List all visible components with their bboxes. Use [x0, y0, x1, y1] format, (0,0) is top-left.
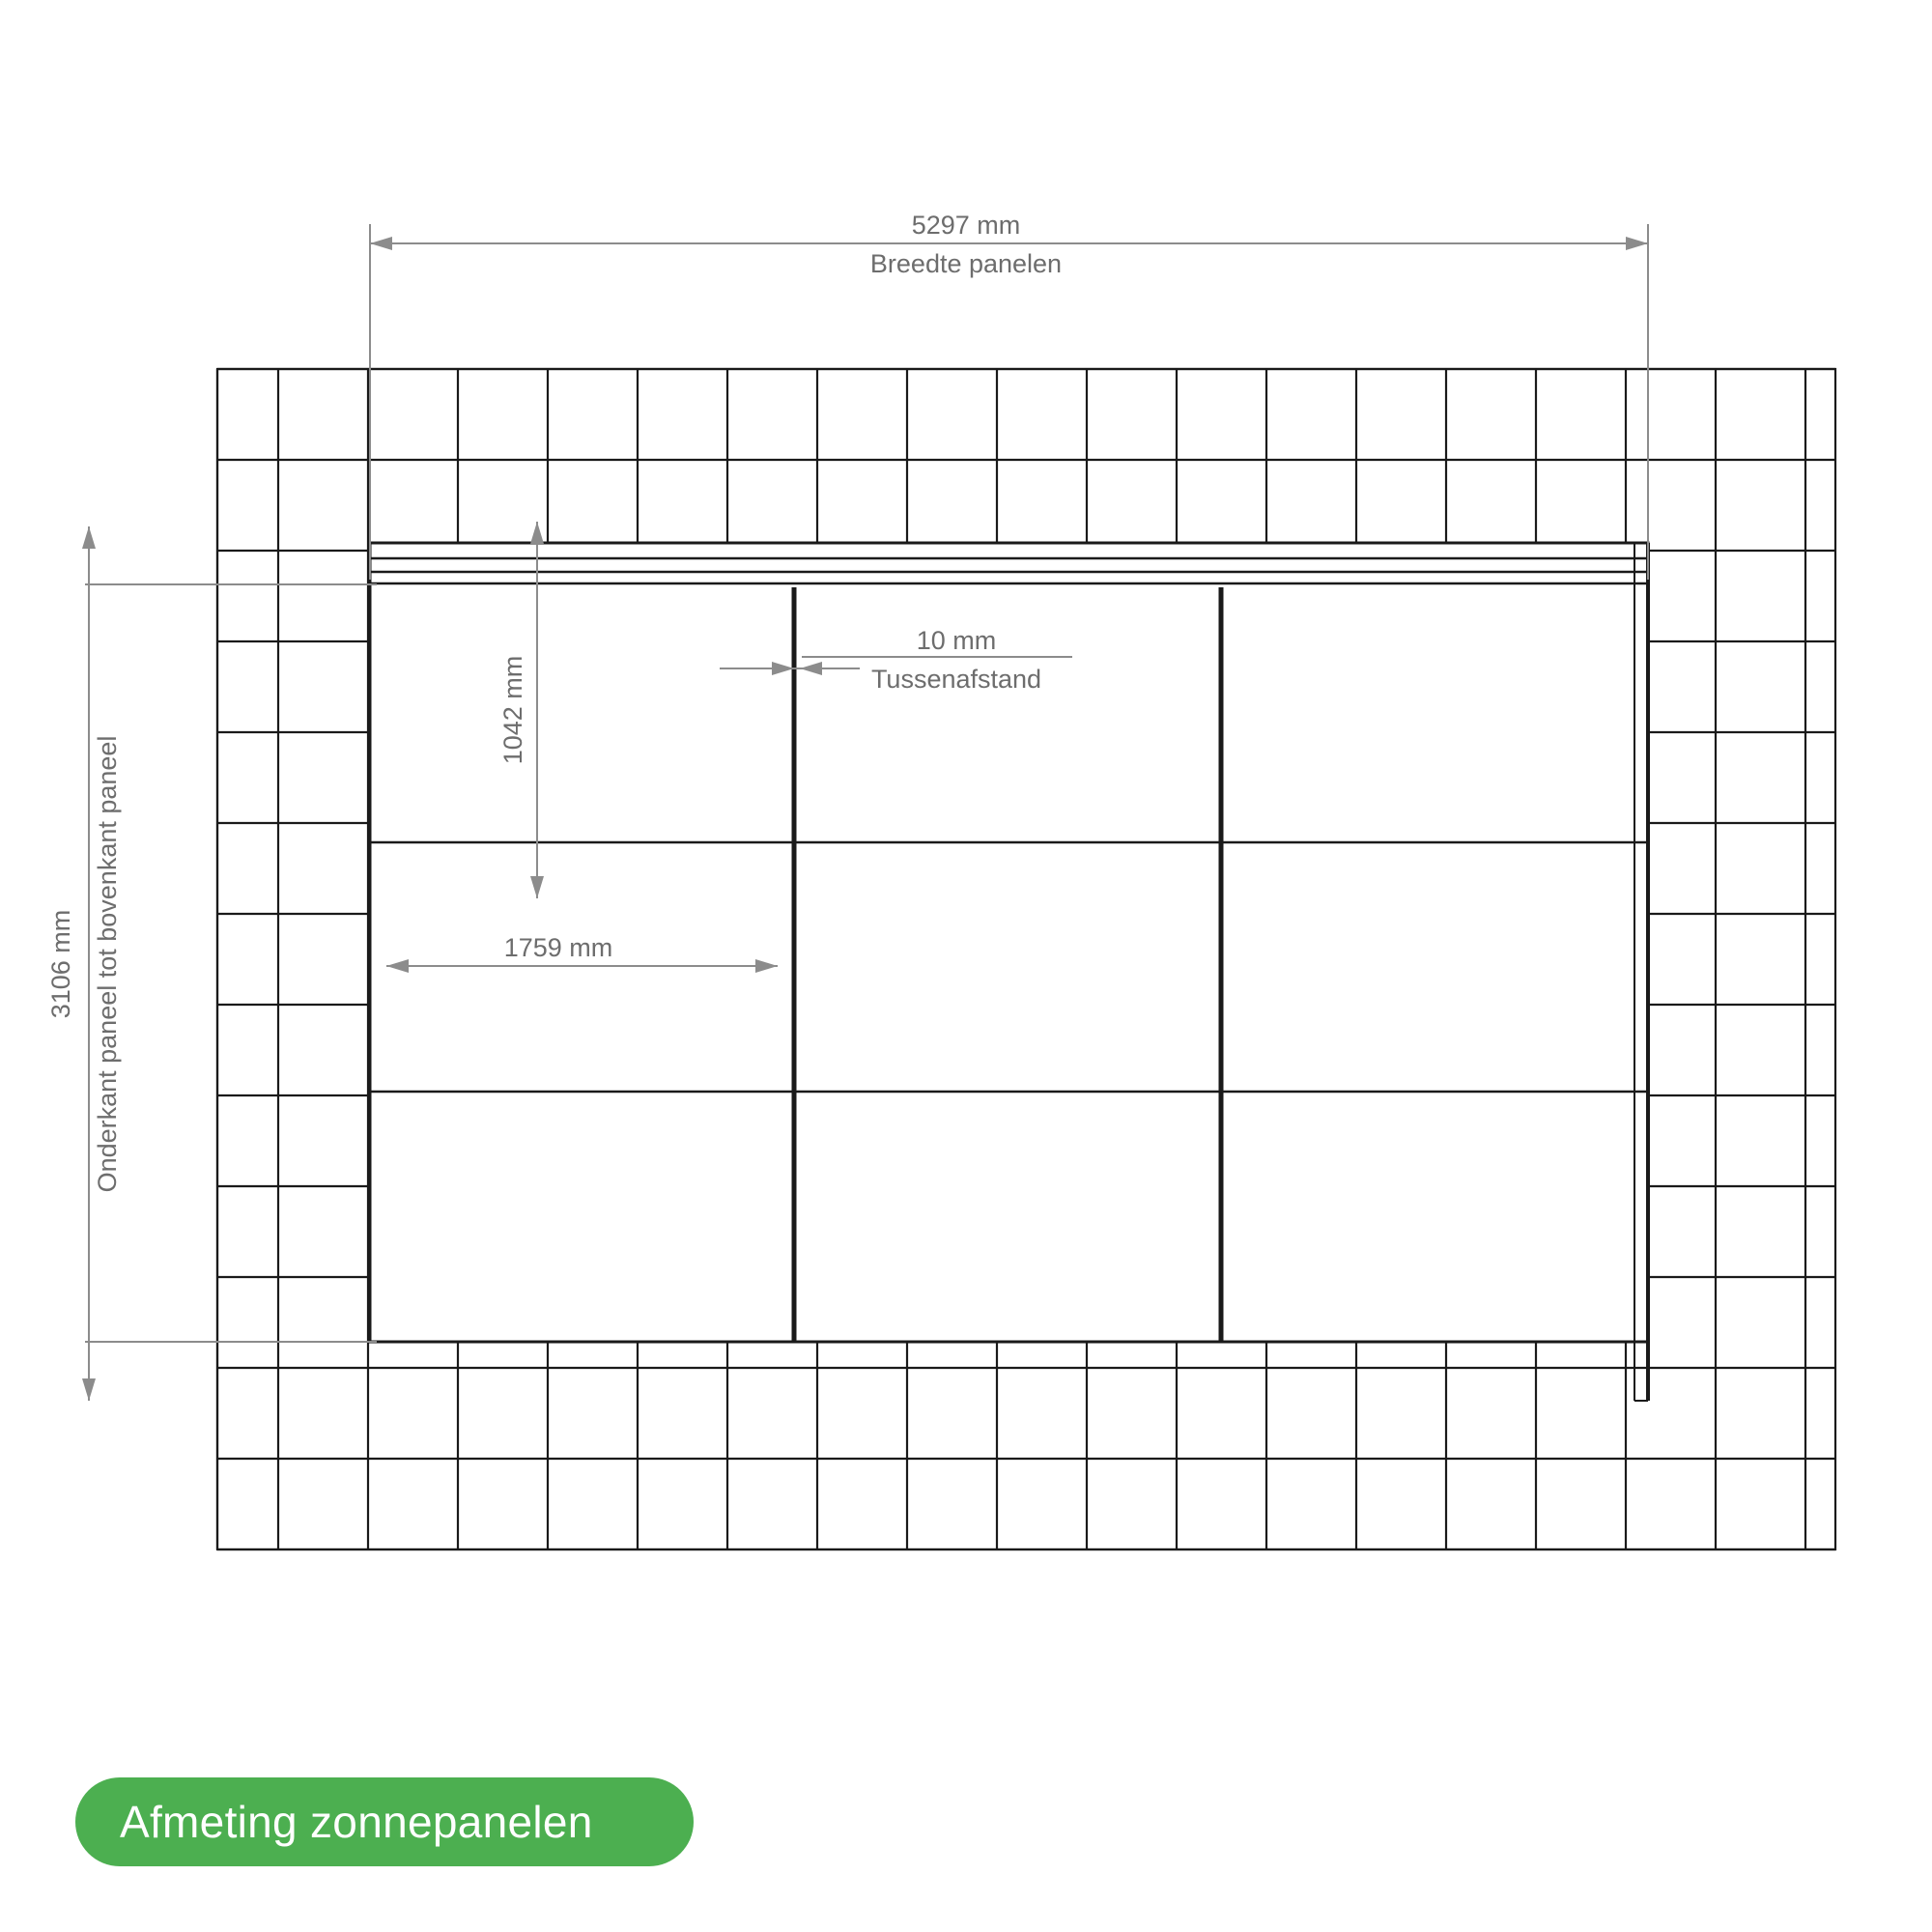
dimension-gap-value: 10 mm: [916, 626, 997, 655]
dimension-gap-label: Tussenafstand: [870, 665, 1042, 694]
dimension-panel-height-value: 1042 mm: [498, 655, 527, 765]
dimension-width-total-label: Breedte panelen: [869, 249, 1063, 278]
title-badge: [75, 1777, 694, 1866]
dimension-height-total: [82, 526, 377, 1401]
dimension-height-total-value: 3106 mm: [46, 909, 75, 1019]
dimension-height-total-label: Onderkant paneel tot bovenkant paneel: [93, 735, 122, 1193]
title-badge-label: Afmeting zonnepanelen: [120, 1797, 593, 1847]
dimension-width-total-value: 5297 mm: [911, 211, 1021, 240]
dimension-panel-width-value: 1759 mm: [503, 933, 613, 962]
